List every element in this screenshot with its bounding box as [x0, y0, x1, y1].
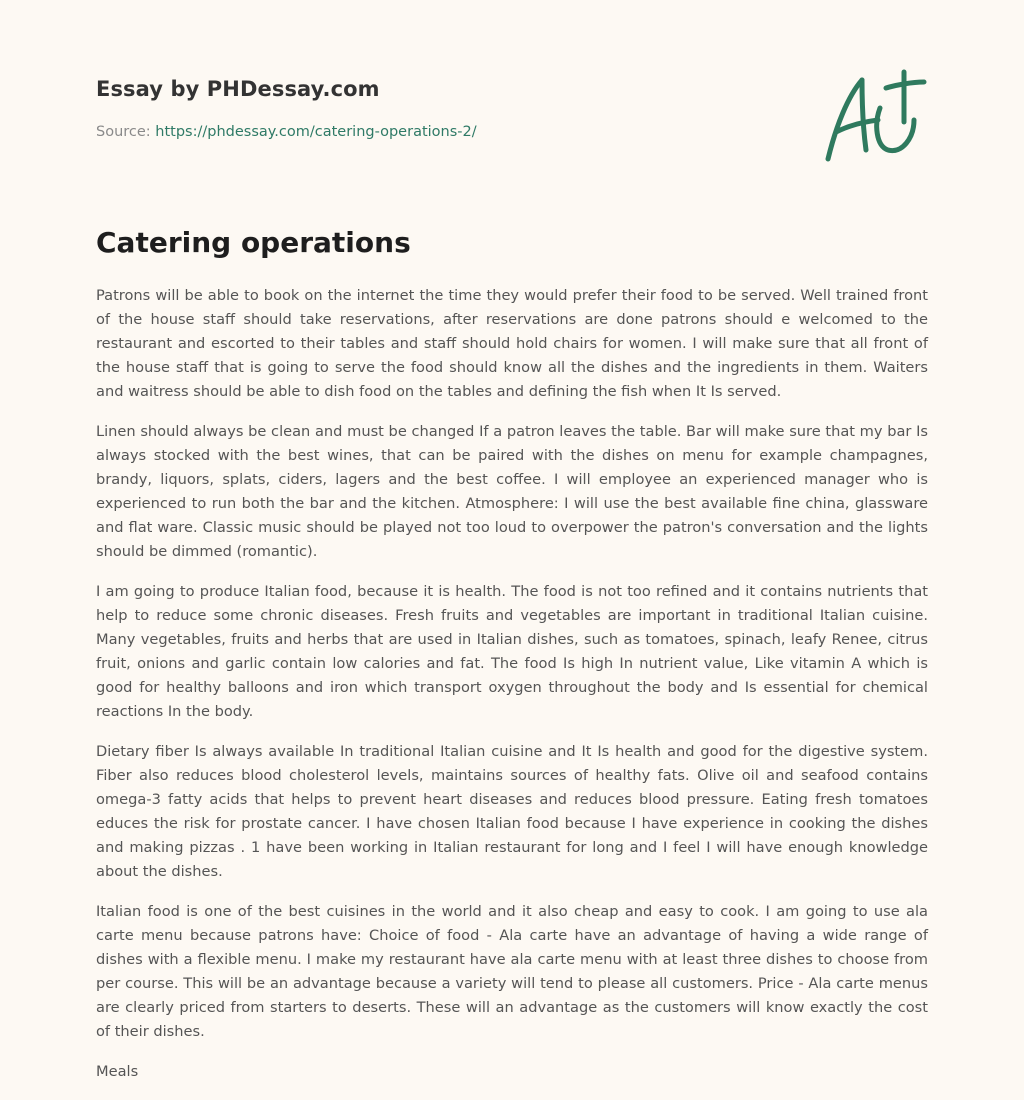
- source-line: [96, 124, 477, 140]
- a-plus-logo-icon: [822, 66, 928, 166]
- paragraph: Italian food is one of the best cuisines in the world and it also cheap and easy to cook. I am going to use ala carte menu because patrons have: Choice of food - Ala carte have an advantage of having a wide range of dishes with a flexible menu. I make my restaurant have ala carte menu with at least three dishes to choose from per course. This will be an advantage because a variety will tend to please all customers. Price - Ala carte menus are clearly priced from starters to deserts. These will an advantage as the customers will know exactly the cost of their dishes.: [96, 903, 928, 1040]
- brand-title: Essay by PHDessay.com: [96, 77, 380, 101]
- paragraph: Meals: [96, 1063, 139, 1080]
- source-link[interactable]: https://phdessay.com/catering-operations-2/: [155, 124, 477, 140]
- page-title: Catering operations: [96, 226, 411, 259]
- essay-body: [96, 284, 928, 1100]
- paragraph: Dietary fiber Is always available In traditional Italian cuisine and It Is health and good for the digestive system. Fiber also reduces blood cholesterol levels, maintains sources of healthy fats. Olive oil and seafood contains omega-3 fatty acids that helps to prevent heart diseases and reduces blood pressure. Eating fresh tomatoes educes the risk for prostate cancer. I have chosen Italian food because I have experience in cooking the dishes and making pizzas . 1 have been working in Italian restaurant for long and I feel I will have enough knowledge about the dishes.: [96, 743, 928, 880]
- paragraph: I am going to produce Italian food, because it is health. The food is not too refined and it contains nutrients that help to reduce some chronic diseases. Fresh fruits and vegetables are important in traditional Italian cuisine. Many vegetables, fruits and herbs that are used in Italian dishes, such as tomatoes, spinach, leafy Renee, citrus fruit, onions and garlic contain low calories and fat. The food Is high In nutrient value, Like vitamin A which is good for healthy balloons and iron which transport oxygen throughout the body and Is essential for chemical reactions In the body.: [96, 583, 928, 720]
- paragraph: Patrons will be able to book on the internet the time they would prefer their food to be served. Well trained front of the house staff should take reservations, after reservations are done patrons should e welcomed to the restaurant and escorted to their tables and staff should hold chairs for women. I will make sure that all front of the house staff that is going to serve the food should know all the dishes and the ingredients in them. Waiters and waitress should be able to dish food on the tables and defining the fish when It Is served.: [96, 287, 928, 400]
- source-label: Source:: [96, 124, 156, 140]
- paragraph: Linen should always be clean and must be changed If a patron leaves the table. Bar will make sure that my bar Is always stocked with the best wines, that can be paired with the dishes on menu for example champagnes, brandy, liquors, splats, ciders, lagers and the best coffee. I will employee an experienced manager who is experienced to run both the bar and the kitchen. Atmosphere: I will use the best available fine china, glassware and flat ware. Classic music should be played not too loud to overpower the patron's conversation and the lights should be dimmed (romantic).: [96, 423, 928, 560]
